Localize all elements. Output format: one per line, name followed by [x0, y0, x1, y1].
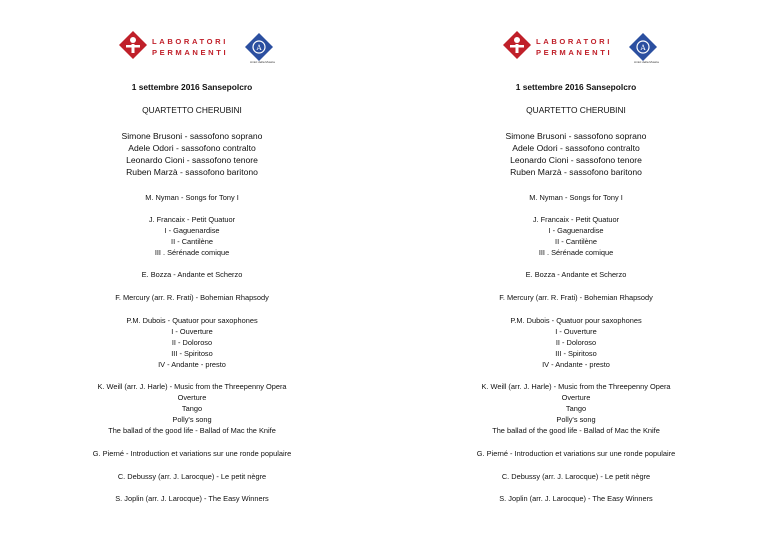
ensemble-name: QUARTETTO CHERUBINI: [526, 105, 626, 115]
program-item: G. Pierné - Introduction et variations sur une ronde populaire: [476, 449, 676, 458]
program-movement: II - Cantilène: [555, 237, 597, 246]
laboratori-permanenti-logo-icon: [118, 30, 148, 60]
program-item: J. Francaix - Petit Quatuor: [532, 215, 620, 224]
laboratori-permanenti-logo-icon: [502, 30, 532, 60]
logo-area: [118, 30, 278, 72]
partner-caption: Amici della Musica: [250, 60, 275, 64]
member-line: Leonardo Cioni - sassofono tenore: [510, 155, 642, 165]
concert-date: 1 settembre 2016 Sansepolcro: [131, 82, 253, 92]
member-line: Ruben Marzà - sassofono baritono: [126, 167, 258, 177]
program-item: S. Joplin (arr. J. Larocque) - The Easy Winners: [499, 494, 653, 503]
logo-line-1: LABORATORI: [536, 37, 612, 46]
program-item: P.M. Dubois - Quatuor pour saxophones: [510, 316, 642, 325]
program-movement: I - Ouverture: [171, 327, 213, 336]
program-movement: III - Spiritoso: [171, 349, 213, 358]
ensemble-name: QUARTETTO CHERUBINI: [142, 105, 242, 115]
program-item: M. Nyman - Songs for Tony I: [145, 193, 239, 202]
logo-line-1: LABORATORI: [152, 37, 228, 46]
amici-della-musica-logo-icon: [628, 32, 658, 62]
svg-text:A: A: [256, 44, 262, 52]
logo-line-2: PERMANENTI: [536, 48, 613, 57]
program-movement: II - Doloroso: [171, 338, 213, 347]
program-movement: IV - Andante - presto: [158, 360, 226, 369]
program-item: E. Bozza - Andante et Scherzo: [525, 270, 627, 279]
program-movement: III . Sérénade comique: [538, 248, 614, 257]
program-movement: III - Spiritoso: [555, 349, 597, 358]
program-item: J. Francaix - Petit Quatuor: [148, 215, 236, 224]
program-movement: Polly's song: [172, 415, 212, 424]
program-movement: Tango: [181, 404, 203, 413]
program-item: F. Mercury (arr. R. Frati) - Bohemian Rhapsody: [115, 293, 269, 302]
program-movement: I - Gaguenardise: [548, 226, 604, 235]
logo-area: [502, 30, 662, 72]
partner-caption: Amici della Musica: [634, 60, 659, 64]
program-item: K. Weill (arr. J. Harle) - Music from the Threepenny Opera: [97, 382, 287, 391]
concert-date: 1 settembre 2016 Sansepolcro: [515, 82, 637, 92]
member-line: Adele Odori - sassofono contralto: [128, 143, 256, 153]
program-item: E. Bozza - Andante et Scherzo: [141, 270, 243, 279]
program-movement: Overture: [561, 393, 591, 402]
member-line: Simone Brusoni - sassofono soprano: [505, 131, 647, 141]
member-line: Leonardo Cioni - sassofono tenore: [126, 155, 258, 165]
program-movement: The ballad of the good life - Ballad of Mac the Knife: [492, 426, 660, 435]
member-line: Adele Odori - sassofono contralto: [512, 143, 640, 153]
logo-line-2: PERMANENTI: [152, 48, 229, 57]
program-movement: IV - Andante - presto: [542, 360, 610, 369]
program-item: S. Joplin (arr. J. Larocque) - The Easy Winners: [115, 494, 269, 503]
program-item: C. Debussy (arr. J. Larocque) - Le petit nègre: [117, 472, 267, 481]
program-movement: Polly's song: [556, 415, 596, 424]
program-movement: II - Doloroso: [555, 338, 597, 347]
program-item: G. Pierné - Introduction et variations sur une ronde populaire: [92, 449, 292, 458]
program-movement: Overture: [177, 393, 207, 402]
program-movement: I - Gaguenardise: [164, 226, 220, 235]
svg-text:A: A: [640, 44, 646, 52]
program-movement: III . Sérénade comique: [154, 248, 230, 257]
program-item: F. Mercury (arr. R. Frati) - Bohemian Rhapsody: [499, 293, 653, 302]
program-movement: Tango: [565, 404, 587, 413]
amici-della-musica-logo-icon: [244, 32, 274, 62]
program-item: C. Debussy (arr. J. Larocque) - Le petit nègre: [501, 472, 651, 481]
member-line: Ruben Marzà - sassofono baritono: [510, 167, 642, 177]
program-movement: I - Ouverture: [555, 327, 597, 336]
program-item: P.M. Dubois - Quatuor pour saxophones: [126, 316, 258, 325]
program-movement: II - Cantilène: [171, 237, 213, 246]
program-item: M. Nyman - Songs for Tony I: [529, 193, 623, 202]
member-line: Simone Brusoni - sassofono soprano: [121, 131, 263, 141]
program-right: [384, 0, 768, 543]
program-movement: The ballad of the good life - Ballad of Mac the Knife: [108, 426, 276, 435]
program-item: K. Weill (arr. J. Harle) - Music from the Threepenny Opera: [481, 382, 671, 391]
logo-wordmark: [536, 36, 612, 58]
logo-wordmark: [152, 36, 228, 58]
